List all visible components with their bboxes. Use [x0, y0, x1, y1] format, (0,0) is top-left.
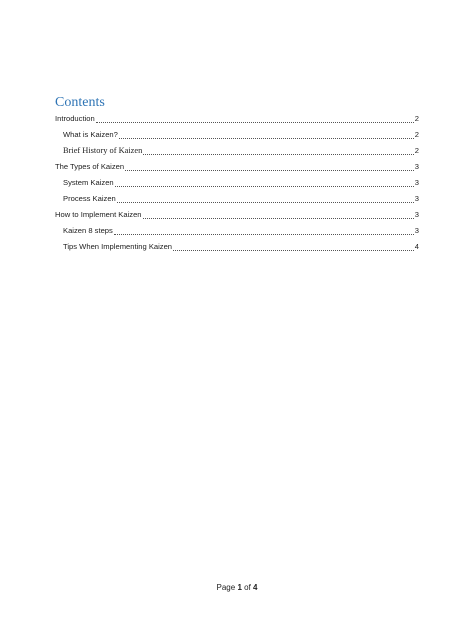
toc-entry-label: Kaizen 8 steps	[63, 226, 113, 235]
toc-entry-label: Introduction	[55, 114, 95, 123]
page-footer	[0, 583, 474, 592]
toc-dot-leader	[96, 122, 414, 123]
toc-page-number: 2	[414, 114, 419, 123]
toc-entry-how-to-implement[interactable]	[55, 207, 419, 223]
footer-of-word: of	[244, 583, 251, 592]
footer-page-word: Page	[216, 583, 236, 592]
toc-page-number: 4	[414, 242, 419, 251]
toc-entry-tips-implementing[interactable]	[55, 239, 419, 255]
toc-entry-label: Tips When Implementing Kaizen	[63, 242, 173, 251]
toc-entry-introduction[interactable]	[55, 111, 419, 127]
toc-page-number: 3	[414, 226, 419, 235]
toc-entry-label: How to Implement Kaizen	[55, 210, 142, 219]
toc-page-number: 3	[414, 194, 419, 203]
toc-entry-system-kaizen[interactable]	[55, 175, 419, 191]
toc-dot-leader	[119, 138, 414, 139]
toc-title: Contents	[55, 95, 105, 110]
toc-entry-what-is-kaizen[interactable]	[55, 127, 419, 143]
footer-current-page: 1	[237, 583, 242, 592]
toc-page-number: 2	[414, 130, 419, 139]
toc-entry-process-kaizen[interactable]	[55, 191, 419, 207]
toc-entry-kaizen-8-steps[interactable]	[55, 223, 419, 239]
toc-page-number: 3	[414, 178, 419, 187]
toc-page-number: 2	[414, 146, 419, 155]
toc-entry-label: Process Kaizen	[63, 194, 116, 203]
toc-dot-leader	[115, 186, 414, 187]
toc-page-number: 3	[414, 162, 419, 171]
toc-entry-types-of-kaizen[interactable]	[55, 159, 419, 175]
toc-page-number: 3	[414, 210, 419, 219]
toc-entry-label: Brief History of Kaizen	[63, 146, 143, 155]
toc-dot-leader	[173, 250, 414, 251]
toc-dot-leader	[143, 218, 414, 219]
toc-entry-label: The Types of Kaizen	[55, 162, 125, 171]
toc-dot-leader	[143, 154, 413, 155]
toc-entry-label: What is Kaizen?	[63, 130, 118, 139]
footer-total-pages: 4	[253, 583, 258, 592]
toc-dot-leader	[117, 202, 414, 203]
table-of-contents	[55, 111, 419, 255]
toc-dot-leader	[125, 170, 414, 171]
toc-entry-brief-history[interactable]	[55, 143, 419, 159]
toc-entry-label: System Kaizen	[63, 178, 114, 187]
toc-dot-leader	[114, 234, 414, 235]
